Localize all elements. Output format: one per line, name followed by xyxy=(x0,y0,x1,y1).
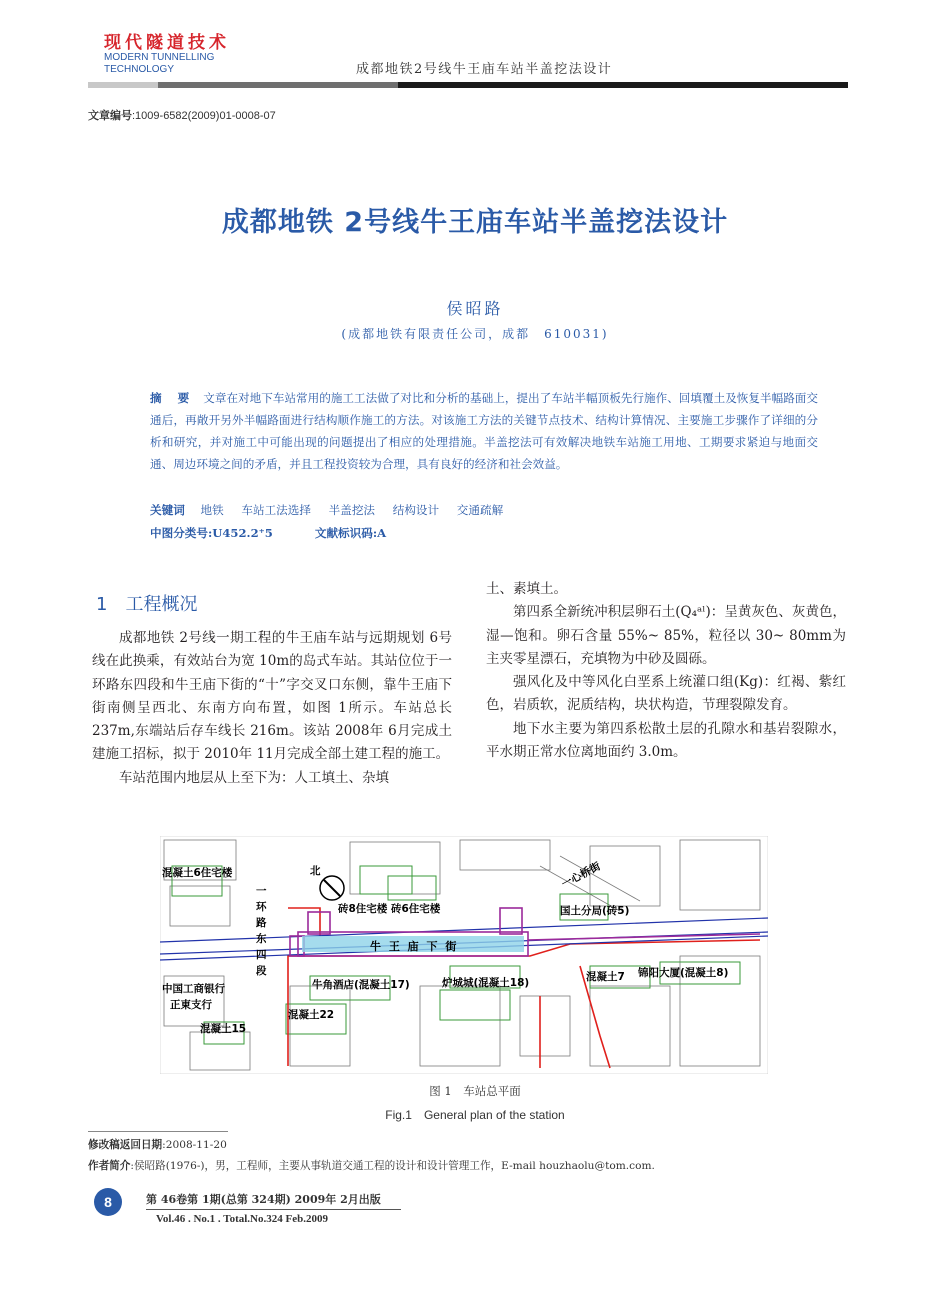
body-paragraph: 强风化及中等风化白垩系上统灌口组(Kg)：红褐、紫红色，岩质软，泥质结构，块状构造，节理裂隙发育。 xyxy=(486,674,846,714)
clc-number: 中图分类号:U452.2⁺5 xyxy=(150,526,273,540)
paper-title: 成都地铁 2号线牛王庙车站半盖挖法设计 xyxy=(221,207,729,238)
keywords-label: 关键词 xyxy=(150,503,185,517)
label-bank-1: 中国工商银行 xyxy=(162,983,225,995)
journal-name-en-line1: MODERN TUNNELLING xyxy=(104,52,215,63)
article-number-label: 文章编号 xyxy=(88,110,132,122)
abstract xyxy=(150,387,818,475)
header-rule-seg xyxy=(158,82,398,88)
issue-info-cn: 第 46卷第 1期(总第 324期) 2009年 2月出版 xyxy=(146,1193,381,1206)
page-number: 8 xyxy=(94,1188,122,1216)
abstract-text: 文章在对地下车站常用的施工工法做了对比和分析的基础上，提出了车站半幅顶板先行施作、回填覆土及恢复半幅路面交通后，再敞开另外半幅路面进行结构顺作施工的方法。对该施工方法的关键节点技术、结构计算情况、主要施工步骤作了详细的分析和研究，并对施工中可能出现的问题提出了相应的处理措施。半盖挖法可有效解决地铁车站施工用地、工期要求紧迫与地面交通、周边环境之间的矛盾，并且工程投资较为合理，具有良好的经济和社会效益。 xyxy=(150,391,818,471)
body-paragraph: 车站范围内地层从上至下为：人工填土、杂填 xyxy=(119,769,389,786)
issue-rule xyxy=(146,1209,401,1210)
article-number xyxy=(88,107,276,123)
header-rule-seg xyxy=(88,82,158,88)
classification xyxy=(150,525,386,541)
keyword: 结构设计 xyxy=(392,503,440,517)
label-plaza: 锦阳大厦(混凝土8) xyxy=(638,967,729,979)
journal-name-en xyxy=(104,52,214,76)
label-road: 段 xyxy=(256,965,267,977)
label-bld7: 混凝土7 xyxy=(586,971,625,983)
keywords xyxy=(150,502,517,518)
label-residential: 砖8住宅楼 砖6住宅楼 xyxy=(338,903,441,915)
section-heading: 1 工程概况 xyxy=(96,594,198,615)
label-street: 牛 王 庙 下 街 xyxy=(370,940,459,953)
label-road: 路 xyxy=(256,917,267,929)
author-name: 侯昭路 xyxy=(446,299,504,318)
label-road: 环 xyxy=(256,901,267,913)
keyword: 半盖挖法 xyxy=(328,503,376,517)
body-paragraph: 地下水主要为第四系松散土层的孔隙水和基岩裂隙水，平水期正常水位离地面约 3.0m。 xyxy=(486,720,846,761)
body-paragraph: 成都地铁 2号线一期工程的牛王庙车站与远期规划 6号线在此换乘，有效站台为宽 10m的岛式车站。其站位位于一环路东四段和牛王庙下街的“十”字交叉口东侧，靠牛王庙下街南侧呈西北、东南方向布置，如图 1所示。车站总长 237m,东端站后存车线长 216m。该站 2008年 6月完成土建施工招标，拟于 2010年 11月完成全部土建工程的施工。 xyxy=(92,630,452,763)
label-building-tl: 混凝土6住宅楼 xyxy=(162,867,233,879)
footnote-rule xyxy=(88,1131,228,1132)
running-title: 成都地铁2号线牛王庙车站半盖挖法设计 xyxy=(356,62,613,77)
station-plan-drawing xyxy=(160,836,768,1074)
author-affiliation: (成都地铁有限责任公司，成都 610031) xyxy=(341,327,609,341)
label-guotu: 国土分局(砖5) xyxy=(560,905,630,917)
station-plan-figure xyxy=(160,836,768,1074)
abstract-label: 摘 要 xyxy=(150,391,196,405)
label-hotel: 牛角酒店(混凝土17) xyxy=(312,979,410,991)
bio-value: :侯昭路(1976-)，男，工程师，主要从事轨道交通工程的设计和设计管理工作，E-mail houzhaolu@tom.com. xyxy=(130,1160,655,1172)
header-rule-seg xyxy=(398,82,848,88)
right-column xyxy=(486,578,846,764)
header-rule xyxy=(88,82,848,88)
left-column xyxy=(92,627,452,790)
figure-caption-cn: 图 1 车站总平面 xyxy=(429,1084,521,1098)
label-bld22: 混凝土22 xyxy=(288,1009,335,1021)
label-city: 炉城城(混凝土18) xyxy=(442,977,530,989)
received-date xyxy=(88,1137,227,1152)
body-paragraph: 第四系全新统冲积层卵石土(Q₄ᵃˡ)：呈黄灰色、灰黄色，湿—饱和。卵石含量 55%~ 85%，粒径以 30~ 80mm为主夹零星漂石，充填物为中砂及圆砾。 xyxy=(486,604,846,667)
body-paragraph: 土、素填土。 xyxy=(486,581,567,597)
keyword: 地铁 xyxy=(200,503,224,517)
author-bio xyxy=(88,1158,655,1173)
journal-name-cn: 现代隧道技术 xyxy=(104,33,230,53)
label-bank-2: 正東支行 xyxy=(170,999,212,1011)
figure-caption-en: Fig.1 General plan of the station xyxy=(385,1108,565,1122)
issue-info-en: Vol.46 . No.1 . Total.No.324 Feb.2009 xyxy=(156,1213,328,1225)
label-xinqiao: 一心桥街 xyxy=(559,860,603,891)
journal-name-en-line2: TECHNOLOGY xyxy=(104,64,175,75)
label-road: 四 xyxy=(256,949,267,961)
received-label: 修改稿返回日期 xyxy=(88,1139,163,1151)
keyword: 交通疏解 xyxy=(456,503,504,517)
label-north: 北 xyxy=(310,865,321,877)
label-road: 一 xyxy=(256,885,267,897)
keyword: 车站工法选择 xyxy=(241,503,311,517)
bio-label: 作者简介 xyxy=(88,1160,131,1172)
label-road: 东 xyxy=(256,933,267,945)
article-number-value: :1009-6582(2009)01-0008-07 xyxy=(132,110,276,122)
label-bld15: 混凝土15 xyxy=(200,1023,247,1035)
received-value: :2008-11-20 xyxy=(162,1139,227,1151)
document-code: 文献标识码:A xyxy=(314,526,387,540)
